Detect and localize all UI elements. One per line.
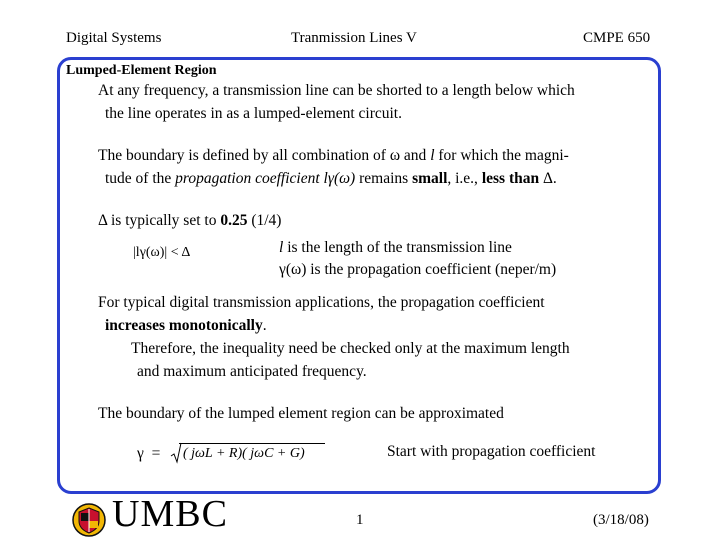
para1-line1: At any frequency, a transmission line can be shorted to a length below which: [98, 82, 575, 99]
para2-italic: propagation coefficient lγ(ω): [175, 170, 356, 187]
para5-line2: and maximum anticipated frequency.: [137, 363, 367, 380]
umbc-wordmark: UMBC: [112, 493, 228, 535]
para3-value: 0.25: [220, 212, 248, 229]
para4-line1: For typical digital transmission applications, the propagation coefficient: [98, 294, 545, 311]
para3-text-b: (1/4): [247, 212, 282, 229]
formula-lhs: γ =: [137, 445, 161, 462]
para2-text-a: The boundary is defined by all combination of: [98, 147, 390, 164]
para2-line1: [98, 147, 569, 165]
para6: The boundary of the lumped element region can be approximated: [98, 405, 504, 422]
para2-delta: Δ.: [539, 170, 557, 187]
para5-line1: Therefore, the inequality need be checked only at the maximum length: [131, 340, 570, 357]
footer-date: (3/18/08): [593, 512, 649, 528]
sqrt-vinculum: [179, 443, 325, 444]
def1-rest: is the length of the transmission line: [283, 239, 512, 256]
page-number: 1: [356, 512, 364, 528]
formula-note: Start with propagation coefficient: [387, 443, 596, 460]
slide-title: Lumped-Element Region: [66, 63, 217, 78]
para2-remains: remains: [355, 170, 413, 187]
header-left: Digital Systems: [66, 30, 162, 46]
header-center: Tranmission Lines V: [291, 30, 417, 46]
para4-bold: increases monotonically: [105, 317, 263, 334]
para3-text-a: Δ is typically set to: [98, 212, 221, 229]
para3: [98, 212, 281, 230]
para2-lessthan: less than: [481, 170, 540, 187]
sqrt-sign: [170, 442, 182, 464]
header-right: CMPE 650: [583, 30, 651, 46]
para2-line2: [105, 170, 557, 188]
formula-rhs: ( jωL + R)( jωC + G): [183, 446, 305, 461]
para2-tude: tude of the: [105, 170, 176, 187]
para4-line2: [105, 317, 267, 335]
def1-l: l: [279, 239, 284, 256]
definition-propagation: γ(ω) is the propagation coefficient (neper/m): [279, 261, 557, 278]
definition-length: [279, 239, 512, 257]
para2-small: small: [412, 170, 448, 187]
para2-text-b: for which the magni-: [434, 147, 569, 164]
para2-omega: ω: [389, 147, 401, 164]
para4-period: .: [262, 317, 267, 334]
para1-line2: the line operates in as a lumped-element circuit.: [105, 105, 402, 122]
umbc-seal-icon: [72, 503, 106, 537]
para2-and: and: [400, 147, 431, 164]
para2-ie: , i.e.,: [447, 170, 482, 187]
para2-l: l: [430, 147, 435, 164]
inequality: |lγ(ω)| < Δ: [133, 245, 191, 260]
